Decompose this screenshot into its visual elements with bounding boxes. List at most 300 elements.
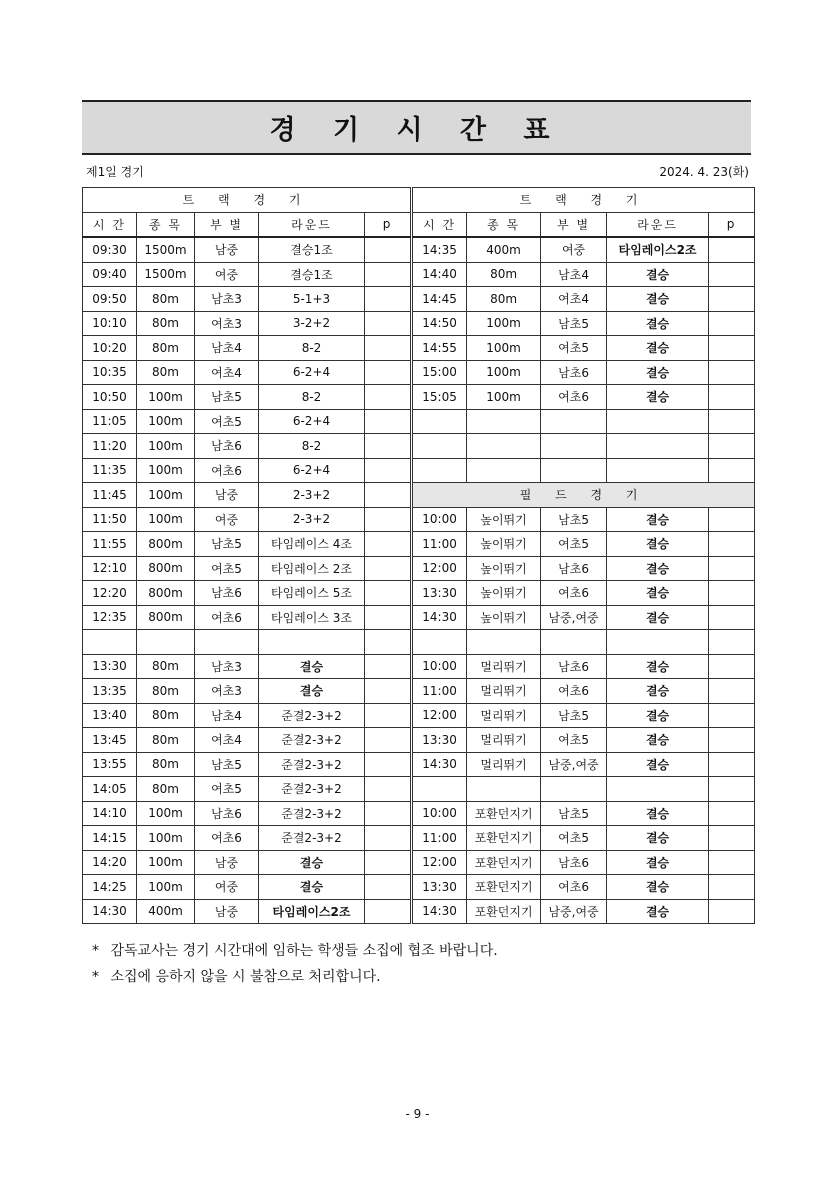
left-event-cell: 80m [137, 311, 195, 336]
left-round-cell: 5-1+3 [259, 287, 365, 312]
left-division-cell: 남중 [195, 899, 259, 924]
right-event-cell: 80m [467, 262, 541, 287]
right-p-cell [709, 237, 755, 262]
right-time-cell: 10:00 [413, 801, 467, 826]
left-event-cell: 80m [137, 336, 195, 361]
left-p-cell [365, 826, 411, 851]
schedule-row [83, 237, 755, 262]
right-time-cell: 14:30 [413, 605, 467, 630]
right-division-cell: 여초6 [541, 385, 607, 410]
left-division-cell: 여초5 [195, 777, 259, 802]
left-division-cell: 남초4 [195, 703, 259, 728]
left-time-cell: 12:35 [83, 605, 137, 630]
right-round-cell: 결승 [607, 826, 709, 851]
left-division-cell: 여중 [195, 875, 259, 900]
right-event-cell: 100m [467, 360, 541, 385]
right-time-cell: 14:35 [413, 237, 467, 262]
right-p-cell [709, 654, 755, 679]
right-division-cell [541, 434, 607, 459]
right-division-cell: 여초6 [541, 581, 607, 606]
left-round-cell: 준결2-3+2 [259, 752, 365, 777]
schedule-row [83, 311, 755, 336]
right-time-cell: 11:00 [413, 826, 467, 851]
note-bullet: * [92, 969, 99, 985]
right-event-cell: 멀리뛰기 [467, 703, 541, 728]
right-round-cell: 결승 [607, 287, 709, 312]
col-time-left: 시 간 [83, 212, 137, 237]
left-p-cell [365, 728, 411, 753]
right-p-cell [709, 826, 755, 851]
left-p-cell [365, 262, 411, 287]
right-event-cell [467, 409, 541, 434]
left-round-cell: 준결2-3+2 [259, 801, 365, 826]
right-round-cell: 결승 [607, 654, 709, 679]
right-event-cell: 포환던지기 [467, 850, 541, 875]
right-p-cell [709, 703, 755, 728]
left-event-cell: 80m [137, 654, 195, 679]
left-event-cell: 80m [137, 360, 195, 385]
right-time-cell [413, 409, 467, 434]
right-round-cell: 결승 [607, 875, 709, 900]
page-number: - 9 - [405, 1107, 430, 1121]
left-p-cell [365, 483, 411, 508]
left-round-cell: 준결2-3+2 [259, 728, 365, 753]
left-time-cell: 11:55 [83, 532, 137, 557]
right-event-cell [467, 434, 541, 459]
left-round-cell: 타임레이스 4조 [259, 532, 365, 557]
left-round-cell: 3-2+2 [259, 311, 365, 336]
right-round-cell [607, 630, 709, 655]
schedule-row [83, 777, 755, 802]
page-title: 경 기 시 간 표 [269, 115, 564, 146]
left-time-cell: 10:35 [83, 360, 137, 385]
left-time-cell: 13:45 [83, 728, 137, 753]
right-time-cell: 10:00 [413, 654, 467, 679]
right-division-cell: 여초5 [541, 532, 607, 557]
right-division-cell: 남중,여중 [541, 752, 607, 777]
right-event-cell [467, 777, 541, 802]
right-division-cell: 남초5 [541, 801, 607, 826]
right-p-cell [709, 605, 755, 630]
right-time-cell: 12:00 [413, 556, 467, 581]
right-time-cell: 12:00 [413, 703, 467, 728]
right-event-cell: 포환던지기 [467, 801, 541, 826]
left-division-cell: 여초4 [195, 728, 259, 753]
left-division-cell: 남초3 [195, 287, 259, 312]
right-round-cell: 결승 [607, 556, 709, 581]
right-division-cell: 여중 [541, 237, 607, 262]
col-event-right: 종 목 [467, 212, 541, 237]
left-p-cell [365, 850, 411, 875]
right-p-cell [709, 287, 755, 312]
right-time-cell [413, 434, 467, 459]
left-round-cell: 8-2 [259, 385, 365, 410]
right-round-cell: 타임레이스2조 [607, 237, 709, 262]
left-time-cell: 14:15 [83, 826, 137, 851]
right-event-cell: 400m [467, 237, 541, 262]
right-time-cell: 14:30 [413, 899, 467, 924]
right-event-cell: 멀리뛰기 [467, 752, 541, 777]
right-p-cell [709, 581, 755, 606]
left-event-cell: 800m [137, 556, 195, 581]
left-p-cell [365, 532, 411, 557]
left-time-cell: 11:50 [83, 507, 137, 532]
left-p-cell [365, 360, 411, 385]
left-round-cell: 준결2-3+2 [259, 703, 365, 728]
right-event-cell: 멀리뛰기 [467, 654, 541, 679]
left-event-cell: 80m [137, 777, 195, 802]
left-p-cell [365, 385, 411, 410]
left-time-cell: 11:35 [83, 458, 137, 483]
right-time-cell: 13:30 [413, 728, 467, 753]
right-round-cell: 결승 [607, 336, 709, 361]
col-division-right: 부 별 [541, 212, 607, 237]
right-time-cell [413, 777, 467, 802]
right-event-cell: 80m [467, 287, 541, 312]
right-round-cell [607, 409, 709, 434]
right-event-cell: 포환던지기 [467, 899, 541, 924]
right-p-cell [709, 899, 755, 924]
right-division-cell [541, 409, 607, 434]
schedule-row [83, 336, 755, 361]
left-division-cell: 여초3 [195, 679, 259, 704]
right-p-cell [709, 752, 755, 777]
schedule-row [83, 360, 755, 385]
schedule-row [83, 654, 755, 679]
schedule-row [83, 728, 755, 753]
left-p-cell [365, 581, 411, 606]
right-division-cell: 여초5 [541, 826, 607, 851]
right-round-cell: 결승 [607, 728, 709, 753]
schedule-row [83, 679, 755, 704]
left-division-cell: 여초4 [195, 360, 259, 385]
left-p-cell [365, 409, 411, 434]
right-time-cell [413, 630, 467, 655]
schedule-row [83, 899, 755, 924]
left-round-cell: 결승 [259, 679, 365, 704]
left-round-cell: 결승1조 [259, 237, 365, 262]
right-p-cell [709, 630, 755, 655]
left-time-cell: 14:20 [83, 850, 137, 875]
section-header-row [83, 188, 755, 213]
schedule-row [83, 752, 755, 777]
left-round-cell: 타임레이스 3조 [259, 605, 365, 630]
right-round-cell: 결승 [607, 360, 709, 385]
schedule-table [82, 187, 755, 924]
left-p-cell [365, 899, 411, 924]
left-event-cell: 80m [137, 752, 195, 777]
right-round-cell: 결승 [607, 679, 709, 704]
date-label: 2024. 4. 23(화) [659, 165, 749, 179]
schedule-row [83, 801, 755, 826]
right-event-cell: 높이뛰기 [467, 605, 541, 630]
right-division-cell: 여초6 [541, 875, 607, 900]
left-time-cell: 09:30 [83, 237, 137, 262]
left-time-cell: 10:20 [83, 336, 137, 361]
left-division-cell: 남초3 [195, 654, 259, 679]
right-division-cell: 남초4 [541, 262, 607, 287]
right-division-cell: 남초5 [541, 703, 607, 728]
right-round-cell: 결승 [607, 899, 709, 924]
left-round-cell: 타임레이스 2조 [259, 556, 365, 581]
schedule-row [83, 385, 755, 410]
right-p-cell [709, 262, 755, 287]
right-division-cell: 남중,여중 [541, 605, 607, 630]
schedule-row [83, 262, 755, 287]
right-round-cell: 결승 [607, 532, 709, 557]
right-time-cell: 14:45 [413, 287, 467, 312]
left-time-cell: 14:30 [83, 899, 137, 924]
left-p-cell [365, 458, 411, 483]
left-time-cell: 13:35 [83, 679, 137, 704]
right-event-cell: 포환던지기 [467, 826, 541, 851]
left-p-cell [365, 434, 411, 459]
right-round-cell: 결승 [607, 703, 709, 728]
right-p-cell [709, 507, 755, 532]
right-round-cell: 결승 [607, 311, 709, 336]
left-p-cell [365, 654, 411, 679]
track-right-title: 트 랙 경 기 [413, 188, 755, 213]
right-time-cell: 14:55 [413, 336, 467, 361]
left-time-cell: 11:05 [83, 409, 137, 434]
left-division-cell: 여중 [195, 262, 259, 287]
right-event-cell: 100m [467, 385, 541, 410]
schedule-row [83, 703, 755, 728]
left-time-cell: 14:10 [83, 801, 137, 826]
right-time-cell: 15:05 [413, 385, 467, 410]
right-p-cell [709, 385, 755, 410]
schedule-row [83, 605, 755, 630]
right-event-cell [467, 630, 541, 655]
left-event-cell: 800m [137, 605, 195, 630]
notes [92, 938, 498, 990]
left-time-cell: 12:20 [83, 581, 137, 606]
right-division-cell: 여초5 [541, 336, 607, 361]
right-round-cell: 결승 [607, 605, 709, 630]
right-p-cell [709, 458, 755, 483]
col-time-right: 시 간 [413, 212, 467, 237]
right-p-cell [709, 311, 755, 336]
column-header-row [83, 212, 755, 237]
right-division-cell: 남초6 [541, 360, 607, 385]
right-round-cell: 결승 [607, 850, 709, 875]
right-event-cell: 높이뛰기 [467, 532, 541, 557]
left-event-cell: 100m [137, 826, 195, 851]
note-text: 감독교사는 경기 시간대에 임하는 학생들 소집에 협조 바랍니다. [110, 943, 498, 959]
left-division-cell: 남초6 [195, 581, 259, 606]
schedule-row [83, 875, 755, 900]
right-round-cell [607, 434, 709, 459]
right-time-cell: 13:30 [413, 581, 467, 606]
right-p-cell [709, 777, 755, 802]
left-time-cell: 11:20 [83, 434, 137, 459]
schedule-row [83, 483, 755, 508]
left-event-cell: 800m [137, 532, 195, 557]
left-p-cell [365, 703, 411, 728]
left-event-cell: 100m [137, 434, 195, 459]
right-time-cell: 10:00 [413, 507, 467, 532]
left-event-cell: 1500m [137, 237, 195, 262]
right-division-cell: 여초5 [541, 728, 607, 753]
left-division-cell: 남초5 [195, 385, 259, 410]
left-event-cell [137, 630, 195, 655]
left-event-cell: 100m [137, 409, 195, 434]
schedule-row [83, 826, 755, 851]
left-event-cell: 1500m [137, 262, 195, 287]
left-p-cell [365, 311, 411, 336]
left-p-cell [365, 336, 411, 361]
left-p-cell [365, 777, 411, 802]
right-time-cell: 13:30 [413, 875, 467, 900]
left-time-cell: 13:40 [83, 703, 137, 728]
left-round-cell [259, 630, 365, 655]
right-p-cell [709, 556, 755, 581]
left-event-cell: 100m [137, 850, 195, 875]
right-time-cell: 15:00 [413, 360, 467, 385]
left-time-cell: 11:45 [83, 483, 137, 508]
right-p-cell [709, 434, 755, 459]
note-text: 소집에 응하지 않을 시 불참으로 처리합니다. [110, 969, 381, 985]
schedule-row [83, 850, 755, 875]
left-time-cell: 13:30 [83, 654, 137, 679]
left-event-cell: 100m [137, 458, 195, 483]
left-division-cell: 남중 [195, 850, 259, 875]
schedule-row [83, 507, 755, 532]
right-round-cell [607, 777, 709, 802]
left-round-cell: 6-2+4 [259, 458, 365, 483]
left-p-cell [365, 237, 411, 262]
right-time-cell: 14:50 [413, 311, 467, 336]
left-round-cell: 8-2 [259, 434, 365, 459]
left-time-cell: 10:50 [83, 385, 137, 410]
left-round-cell: 결승 [259, 654, 365, 679]
left-event-cell: 800m [137, 581, 195, 606]
col-round-right: 라운드 [607, 212, 709, 237]
right-time-cell: 12:00 [413, 850, 467, 875]
right-round-cell: 결승 [607, 385, 709, 410]
left-p-cell [365, 287, 411, 312]
left-division-cell: 남초5 [195, 752, 259, 777]
day-label: 제1일 경기 [86, 165, 144, 179]
left-event-cell: 100m [137, 483, 195, 508]
right-division-cell: 남초6 [541, 556, 607, 581]
right-p-cell [709, 409, 755, 434]
right-time-cell [413, 458, 467, 483]
left-event-cell: 400m [137, 899, 195, 924]
left-division-cell: 남중 [195, 237, 259, 262]
schedule-row [83, 434, 755, 459]
left-division-cell: 남중 [195, 483, 259, 508]
left-event-cell: 80m [137, 728, 195, 753]
left-division-cell: 여초6 [195, 605, 259, 630]
schedule-row [83, 630, 755, 655]
left-event-cell: 100m [137, 801, 195, 826]
left-round-cell: 준결2-3+2 [259, 777, 365, 802]
left-round-cell: 2-3+2 [259, 483, 365, 508]
left-event-cell: 100m [137, 875, 195, 900]
right-event-cell: 높이뛰기 [467, 581, 541, 606]
left-division-cell: 여초3 [195, 311, 259, 336]
left-event-cell: 100m [137, 507, 195, 532]
note-item [92, 964, 498, 990]
left-division-cell: 남초6 [195, 434, 259, 459]
schedule-row [83, 409, 755, 434]
schedule-row [83, 532, 755, 557]
left-division-cell: 남초6 [195, 801, 259, 826]
right-p-cell [709, 875, 755, 900]
left-division-cell: 여초6 [195, 458, 259, 483]
left-event-cell: 80m [137, 287, 195, 312]
left-round-cell: 6-2+4 [259, 360, 365, 385]
right-round-cell: 결승 [607, 801, 709, 826]
right-event-cell [467, 458, 541, 483]
page-title-box [82, 100, 751, 155]
left-round-cell: 6-2+4 [259, 409, 365, 434]
left-round-cell: 8-2 [259, 336, 365, 361]
right-event-cell: 포환던지기 [467, 875, 541, 900]
left-round-cell: 타임레이스 5조 [259, 581, 365, 606]
right-time-cell: 11:00 [413, 532, 467, 557]
left-time-cell: 10:10 [83, 311, 137, 336]
left-p-cell [365, 801, 411, 826]
right-division-cell: 여초4 [541, 287, 607, 312]
right-event-cell: 높이뛰기 [467, 556, 541, 581]
left-division-cell: 여초6 [195, 826, 259, 851]
left-division-cell: 여초5 [195, 556, 259, 581]
col-round-left: 라운드 [259, 212, 365, 237]
right-round-cell: 결승 [607, 581, 709, 606]
left-division-cell: 여중 [195, 507, 259, 532]
left-division-cell: 남초4 [195, 336, 259, 361]
col-event-left: 종 목 [137, 212, 195, 237]
right-division-cell [541, 630, 607, 655]
left-p-cell [365, 679, 411, 704]
left-event-cell: 80m [137, 679, 195, 704]
right-round-cell [607, 458, 709, 483]
left-round-cell: 타임레이스2조 [259, 899, 365, 924]
left-time-cell: 09:50 [83, 287, 137, 312]
right-p-cell [709, 360, 755, 385]
right-round-cell: 결승 [607, 262, 709, 287]
left-p-cell [365, 556, 411, 581]
left-p-cell [365, 605, 411, 630]
schedule-row [83, 556, 755, 581]
left-round-cell: 결승1조 [259, 262, 365, 287]
left-time-cell: 14:25 [83, 875, 137, 900]
right-division-cell [541, 777, 607, 802]
right-division-cell: 남중,여중 [541, 899, 607, 924]
note-item [92, 938, 498, 964]
note-bullet: * [92, 943, 99, 959]
right-p-cell [709, 850, 755, 875]
schedule-row [83, 458, 755, 483]
right-division-cell: 남초6 [541, 654, 607, 679]
right-time-cell: 14:30 [413, 752, 467, 777]
right-p-cell [709, 679, 755, 704]
right-time-cell: 11:00 [413, 679, 467, 704]
right-event-cell: 멀리뛰기 [467, 728, 541, 753]
left-round-cell: 결승 [259, 875, 365, 900]
left-event-cell: 80m [137, 703, 195, 728]
right-round-cell: 결승 [607, 752, 709, 777]
left-p-cell [365, 507, 411, 532]
left-time-cell: 13:55 [83, 752, 137, 777]
left-division-cell: 여초5 [195, 409, 259, 434]
schedule-row [83, 287, 755, 312]
col-division-left: 부 별 [195, 212, 259, 237]
left-p-cell [365, 630, 411, 655]
left-time-cell: 09:40 [83, 262, 137, 287]
